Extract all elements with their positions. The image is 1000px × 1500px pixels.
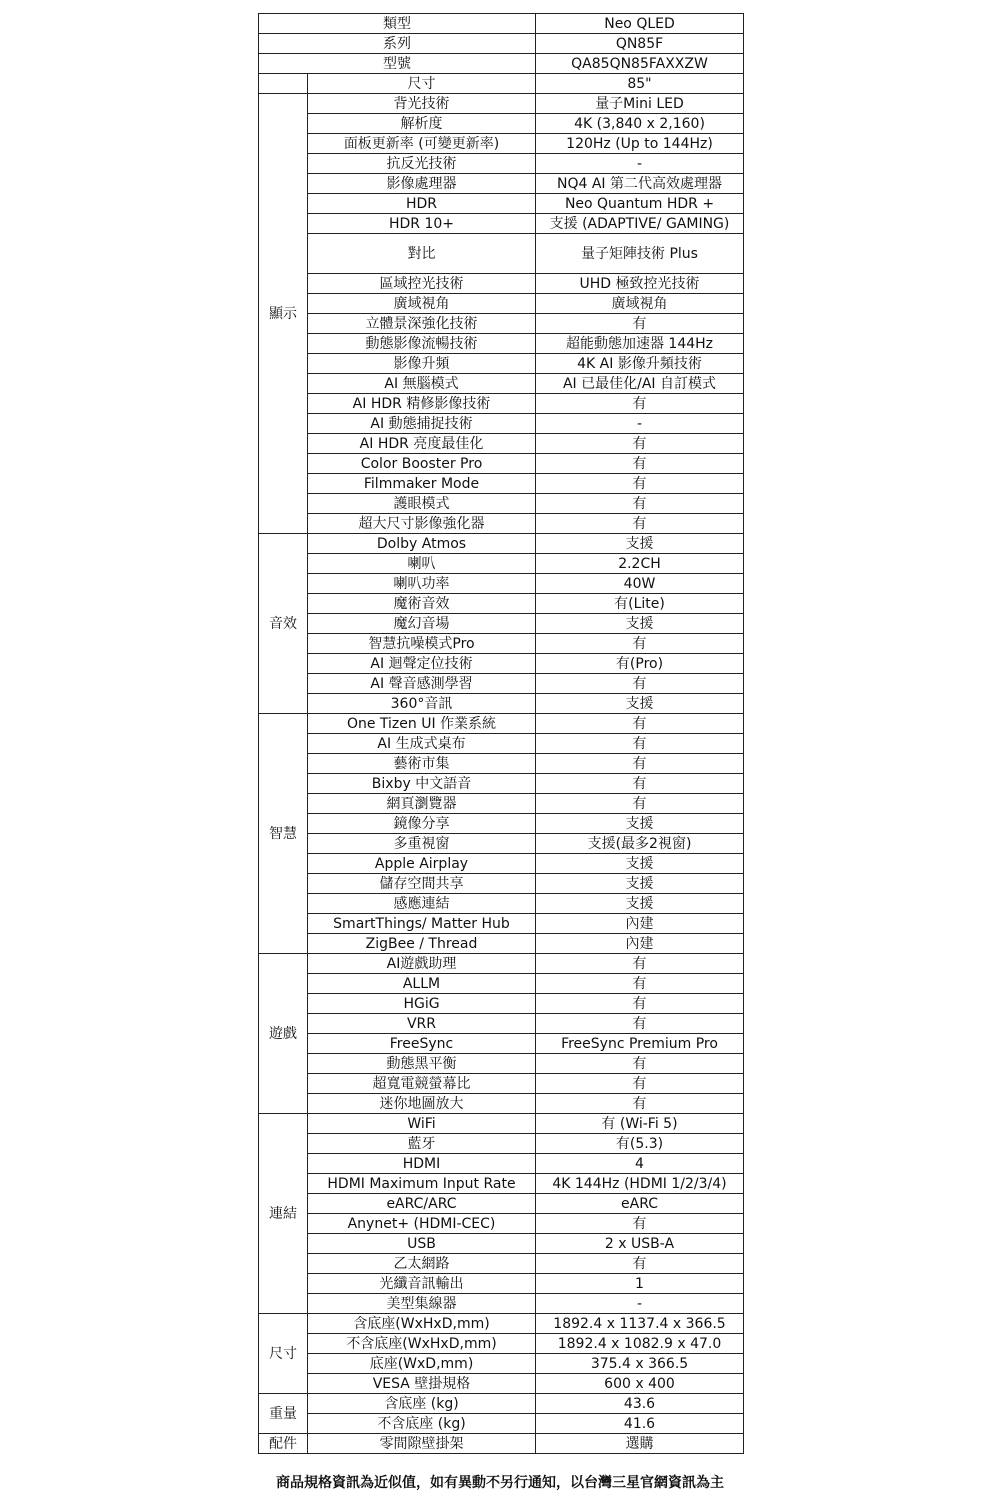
spec-row [259,894,744,914]
spec-row [259,354,744,374]
spec-row [259,594,744,614]
spec-value: 1892.4 x 1137.4 x 366.5 [536,1314,744,1334]
spec-label: 不含底座 (kg) [308,1414,536,1434]
spec-value: 支援 [536,534,744,554]
spec-value: 4 [536,1154,744,1174]
spec-value: 支援 [536,694,744,714]
spec-value: 375.4 x 366.5 [536,1354,744,1374]
spec-value: 有 [536,454,744,474]
spec-row-series [259,34,744,54]
spec-value: 41.6 [536,1414,744,1434]
spec-label: ZigBee / Thread [308,934,536,954]
spec-value: 1 [536,1274,744,1294]
spec-label: HDMI Maximum Input Rate [308,1174,536,1194]
spec-value: 有 [536,1214,744,1234]
spec-value: - [536,1294,744,1314]
spec-row [259,314,744,334]
spec-label: 抗反光技術 [308,154,536,174]
spec-row [259,874,744,894]
spec-label: HGiG [308,994,536,1014]
spec-label: 魔幻音場 [308,614,536,634]
spec-label: Filmmaker Mode [308,474,536,494]
spec-label: 解析度 [308,114,536,134]
spec-label: 含底座 (kg) [308,1394,536,1414]
spec-label: 廣域視角 [308,294,536,314]
spec-row [259,194,744,214]
spec-row [259,694,744,714]
spec-row [259,394,744,414]
spec-row [259,334,744,354]
spec-label: 360°音訊 [308,694,536,714]
spec-value: FreeSync Premium Pro [536,1034,744,1054]
spec-label: AI 聲音感測學習 [308,674,536,694]
spec-row [259,294,744,314]
spec-value: 支援 [536,854,744,874]
spec-row [259,454,744,474]
spec-label: 區域控光技術 [308,274,536,294]
spec-label: 對比 [308,234,536,274]
spec-label: Anynet+ (HDMI-CEC) [308,1214,536,1234]
spec-label: 智慧抗噪模式Pro [308,634,536,654]
spec-label: 尺寸 [308,74,536,94]
spec-row [259,1054,744,1074]
spec-value: 支援 [536,894,744,914]
spec-label: 乙太網路 [308,1254,536,1274]
spec-row [259,634,744,654]
spec-row [259,494,744,514]
spec-label: AI 無腦模式 [308,374,536,394]
spec-row [259,1234,744,1254]
spec-row [259,1294,744,1314]
spec-value: 支援 [536,874,744,894]
spec-row [259,414,744,434]
spec-value: Neo Quantum HDR + [536,194,744,214]
spec-label: VESA 壁掛規格 [308,1374,536,1394]
spec-row [259,814,744,834]
spec-value: 有 [536,714,744,734]
spec-row [259,1274,744,1294]
spec-row [259,134,744,154]
spec-value: 有 [536,314,744,334]
spec-value: 有 [536,474,744,494]
spec-value: 有 [536,754,744,774]
spec-value: 量子矩陣技術 Plus [536,234,744,274]
spec-row [259,974,744,994]
spec-label: 護眼模式 [308,494,536,514]
spec-value: 有 [536,974,744,994]
spec-label: 立體景深強化技術 [308,314,536,334]
spec-value: 有 [536,394,744,414]
spec-table-body [259,14,744,1454]
spec-sheet [258,13,743,1454]
spec-label: 超大尺寸影像強化器 [308,514,536,534]
spec-label: 儲存空間共享 [308,874,536,894]
spec-label: FreeSync [308,1034,536,1054]
spec-row [259,654,744,674]
spec-value: UHD 極致控光技術 [536,274,744,294]
spec-label: 網頁瀏覽器 [308,794,536,814]
spec-group-label: 遊戲 [259,954,308,1114]
spec-row [259,1174,744,1194]
spec-row-type [259,14,744,34]
spec-value: 有(Pro) [536,654,744,674]
spec-label: HDR 10+ [308,214,536,234]
spec-value: 超能動態加速器 144Hz [536,334,744,354]
spec-row [259,1094,744,1114]
spec-value: 內建 [536,914,744,934]
spec-row [259,94,744,114]
spec-value: 600 x 400 [536,1374,744,1394]
spec-value: 4K AI 影像升頻技術 [536,354,744,374]
spec-row [259,474,744,494]
spec-label: 超寬電競螢幕比 [308,1074,536,1094]
spec-label: VRR [308,1014,536,1034]
spec-row [259,854,744,874]
spec-value: 有 [536,734,744,754]
spec-group-label: 顯示 [259,94,308,534]
spec-label: 動態影像流暢技術 [308,334,536,354]
spec-row [259,914,744,934]
spec-label: 背光技術 [308,94,536,114]
spec-row [259,734,744,754]
spec-value: 4K (3,840 x 2,160) [536,114,744,134]
spec-row [259,1354,744,1374]
spec-value: 支援 (ADAPTIVE/ GAMING) [536,214,744,234]
spec-row [259,214,744,234]
spec-row [259,774,744,794]
spec-label: 感應連結 [308,894,536,914]
spec-label: ALLM [308,974,536,994]
spec-label: 影像升頻 [308,354,536,374]
spec-group-label: 重量 [259,1394,308,1434]
spec-row [259,754,744,774]
spec-row [259,1314,744,1334]
spec-row [259,114,744,134]
spec-label: 魔術音效 [308,594,536,614]
spec-value: 4K 144Hz (HDMI 1/2/3/4) [536,1174,744,1194]
spec-row [259,1414,744,1434]
spec-row [259,614,744,634]
spec-label: 面板更新率 (可變更新率) [308,134,536,154]
spec-value: 有(5.3) [536,1134,744,1154]
spec-row [259,1434,744,1454]
spec-row [259,1194,744,1214]
spec-row [259,714,744,734]
spec-value: 有 [536,494,744,514]
spec-row-model [259,54,744,74]
spec-row [259,554,744,574]
spec-label: AI HDR 精修影像技術 [308,394,536,414]
spec-label: WiFi [308,1114,536,1134]
spec-value: - [536,154,744,174]
spec-value: 支援 [536,614,744,634]
spec-row [259,154,744,174]
spec-row [259,574,744,594]
spec-label: 含底座(WxHxD,mm) [308,1314,536,1334]
spec-value: 有 [536,434,744,454]
spec-row [259,1034,744,1054]
spec-row [259,994,744,1014]
spec-value: 有 [536,634,744,654]
spec-value: 有 [536,954,744,974]
spec-value: 內建 [536,934,744,954]
spec-value: 有 [536,1014,744,1034]
spec-row [259,434,744,454]
spec-row [259,1014,744,1034]
spec-value: 選購 [536,1434,744,1454]
spec-label: AI 迴聲定位技術 [308,654,536,674]
spec-value: QN85F [536,34,744,54]
spec-value: 43.6 [536,1394,744,1414]
spec-table [258,13,744,1454]
spec-value: QA85QN85FAXXZW [536,54,744,74]
spec-value: 支援 [536,814,744,834]
spec-value: 2 x USB-A [536,1234,744,1254]
spec-label: eARC/ARC [308,1194,536,1214]
spec-value: 有 [536,994,744,1014]
spec-label: AI 動態捕捉技術 [308,414,536,434]
spec-label: 底座(WxD,mm) [308,1354,536,1374]
spec-label: 多重視窗 [308,834,536,854]
spec-label: 美型集線器 [308,1294,536,1314]
spec-row [259,1154,744,1174]
spec-row [259,1134,744,1154]
spec-value: 40W [536,574,744,594]
spec-row [259,794,744,814]
spec-row [259,834,744,854]
spec-label: 影像處理器 [308,174,536,194]
spec-value: Neo QLED [536,14,744,34]
spec-group-label: 尺寸 [259,1314,308,1394]
spec-label: 動態黑平衡 [308,1054,536,1074]
spec-label: 型號 [259,54,536,74]
spec-label: 喇叭 [308,554,536,574]
spec-label: One Tizen UI 作業系統 [308,714,536,734]
spec-group-label: 智慧 [259,714,308,954]
spec-label: HDMI [308,1154,536,1174]
spec-label: Dolby Atmos [308,534,536,554]
spec-value: 有 [536,774,744,794]
spec-value: 有 [536,1254,744,1274]
spec-label: 藝術市集 [308,754,536,774]
spec-row [259,1394,744,1414]
spec-value: - [536,414,744,434]
spec-row [259,514,744,534]
spec-label: 藍牙 [308,1134,536,1154]
spec-row-size [259,74,744,94]
spec-row [259,534,744,554]
spec-label: 迷你地圖放大 [308,1094,536,1114]
spec-row [259,374,744,394]
spec-label: AI遊戲助理 [308,954,536,974]
spec-row [259,954,744,974]
spec-label: AI HDR 亮度最佳化 [308,434,536,454]
spec-row [259,174,744,194]
spec-value: 有 [536,674,744,694]
spec-value: 支援(最多2視窗) [536,834,744,854]
spec-label: 鏡像分享 [308,814,536,834]
spec-value: 1892.4 x 1082.9 x 47.0 [536,1334,744,1354]
spec-label: Apple Airplay [308,854,536,874]
spec-group-label: 連結 [259,1114,308,1314]
spec-row [259,1214,744,1234]
spec-label: Bixby 中文語音 [308,774,536,794]
spec-group-label: 音效 [259,534,308,714]
spec-row [259,1254,744,1274]
spec-value: 有 [536,1094,744,1114]
spec-group-label: 配件 [259,1434,308,1454]
spec-row [259,674,744,694]
spec-label: Color Booster Pro [308,454,536,474]
spec-label: 系列 [259,34,536,54]
spec-label: HDR [308,194,536,214]
spec-value: 85" [536,74,744,94]
spec-value: 有 [536,514,744,534]
spec-value: AI 已最佳化/AI 自訂模式 [536,374,744,394]
spec-group-cell-empty [259,74,308,94]
spec-row [259,1374,744,1394]
spec-value: 2.2CH [536,554,744,574]
spec-value: 有 [536,1074,744,1094]
spec-row [259,274,744,294]
spec-row [259,1114,744,1134]
spec-label: 不含底座(WxHxD,mm) [308,1334,536,1354]
spec-label: AI 生成式桌布 [308,734,536,754]
spec-label: 類型 [259,14,536,34]
spec-row [259,934,744,954]
spec-value: 廣域視角 [536,294,744,314]
spec-row [259,234,744,274]
spec-value: NQ4 AI 第二代高效處理器 [536,174,744,194]
spec-label: USB [308,1234,536,1254]
spec-value: 有 [536,794,744,814]
spec-value: 有 [536,1054,744,1074]
spec-label: 零間隙壁掛架 [308,1434,536,1454]
spec-value: eARC [536,1194,744,1214]
spec-label: 光纖音訊輸出 [308,1274,536,1294]
spec-value: 量子Mini LED [536,94,744,114]
spec-value: 120Hz (Up to 144Hz) [536,134,744,154]
spec-row [259,1074,744,1094]
spec-label: SmartThings/ Matter Hub [308,914,536,934]
spec-value: 有(Lite) [536,594,744,614]
spec-row [259,1334,744,1354]
spec-value: 有 (Wi-Fi 5) [536,1114,744,1134]
footnote: 商品規格資訊為近似值，如有異動不另行通知，以台灣三星官網資訊為主 [276,1475,724,1491]
spec-label: 喇叭功率 [308,574,536,594]
